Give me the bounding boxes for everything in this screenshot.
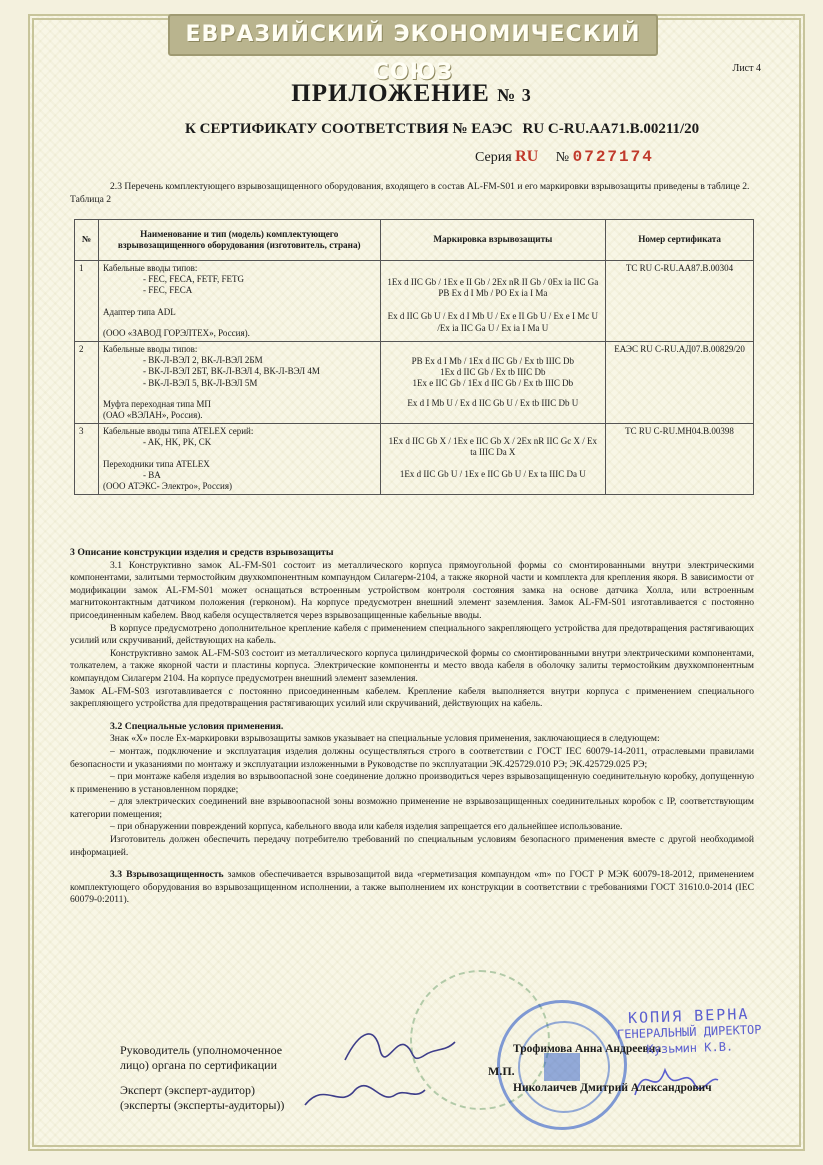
paragraph: 3.1 Конструктивно замок AL-FM-S01 состоит из металлического корпуса прямоугольной формы со смонтированными внутри электрическими компонентами, залитыми термостойким двухкомпонентным компаундом Силагерм-2104, а также якорной части и комплекта для крепления якоря. В зависимости от модификации замок AL-FM-S01 может оснащаться встроенным устройством контроля состояния замка на основе датчика Холла, или встроенным магнитоконтактным датчиком положения (герконом). На корпусе предусмотрен внешний элемент заземления. Замок AL-FM-S01 изготавливается с постоянно присоединенным кабелем. Ввод кабеля осуществляется через взрывозащищенные кабельные вводы. [70,559,754,621]
marking-line: 1Ex e IIC Gb / 1Ex d IIC Gb / Ex tb IIIC Db [412,378,574,389]
marking-line: Ex d I Mb U / Ex d IIC Gb U / Ex tb IIIC Db U [407,397,579,408]
desc-line: (ООО «ЗАВОД ГОРЭЛТЕХ», Россия). [102,327,250,338]
desc-gap [103,449,376,459]
desc-gap [103,318,376,328]
copy-stamp-line2: ГЕНЕРАЛЬНЫЙ ДИРЕКТОР [616,1022,762,1042]
expert-label-2: (эксперты (эксперты-аудиторы)) [120,1098,285,1112]
desc-line: Переходники типа ATELEX [102,458,210,469]
row-desc [98,424,380,495]
section-3 [70,547,754,907]
intro-text [70,181,754,206]
row-marking [380,424,606,495]
desc-line: - ВК-Л-ВЭЛ 2, ВК-Л-ВЭЛ 2БМ [142,355,263,366]
row-num: 1 [75,261,99,342]
header-num: № [75,220,99,261]
head-name: Трофимова Анна Андреевна [513,1043,662,1055]
union-banner: ЕВРАЗИЙСКИЙ ЭКОНОМИЧЕСКИЙ СОЮЗ [168,14,658,56]
row-num: 3 [75,424,99,495]
series-number-label: № [555,150,570,165]
marking-line: 1Ex d IIC Gb X / 1Ex e IIC Gb X / 2Ex nR IIC Gc X / Ex ta IIIC Da X [388,436,598,458]
organization-stamp [497,1000,627,1130]
header-marking: Маркировка взрывозащиты [380,220,606,261]
table-header-row [75,220,754,261]
paragraph: Изготовитель должен обеспечить передачу потребителю требований по специальным условиям безопасного применения вместе с другой необходимой информацией. [70,834,754,858]
certificate-line [185,121,699,138]
copy-stamp-line3: Кузьмин К.В. [645,1039,733,1057]
row-certificate: TC RU C-RU.AA87.B.00304 [606,261,754,342]
desc-line: - BA [142,469,161,480]
desc-gap [103,389,376,399]
row-desc [98,261,380,342]
desc-line: Кабельные вводы типов: [102,344,198,355]
paragraph: В корпусе предусмотрено дополнительное крепление кабеля с применением специального закрепляющего устройства для предотвращения растягивающих усилий или скручиваний, действующих на кабель. [70,622,754,647]
desc-line: (ООО АТЭКС- Электро», Россия) [102,481,232,492]
desc-line: Муфта переходная типа МП [102,398,211,409]
certificate-label: К СЕРТИФИКАТУ СООТВЕТСТВИЯ № ЕАЭС [185,121,513,137]
row-certificate: TC RU C-RU.MH04.B.00398 [606,424,754,495]
desc-line: Кабельные вводы типа ATELEX серий: [102,426,254,437]
marking-line: 1Ex d IIC Gb / 1Ex e II Gb / 2Ex nR II Gb / 0Ex ia IIC Ga PB Ex d I Mb / PO Ex ia I Ma [387,277,599,299]
paragraph: – при монтаже кабеля изделия во взрывоопасной зоне соединение должно производиться через взрывозащищенную соединительную коробку, допущенную к применению в установленном порядке; [70,771,754,795]
series-code: RU [515,148,539,165]
series-line [475,148,654,166]
section-3-3-lead: 3.3 Взрывозащищенность [110,869,224,881]
desc-line: - FEC, FECA [142,285,193,296]
table-row [75,342,754,424]
row-desc [98,342,380,424]
copy-stamp-line1: КОПИЯ ВЕРНА [627,1004,750,1028]
marking-line: 1Ex d IIC Gb / Ex tb IIIC Db [440,367,546,378]
row-marking [380,261,606,342]
row-marking [380,342,606,424]
table-caption: Таблица 2 [70,193,112,205]
desc-line: - ВК-Л-ВЭЛ 5, ВК-Л-ВЭЛ 5М [142,377,258,388]
head-label-2: лицо) органа по сертификации [120,1058,277,1072]
table-row [75,261,754,342]
paragraph: Конструктивно замок AL-FM-S03 состоит из металлического корпуса цилиндрической формы со смонтированными внутри электрическими компонентами, толкателем, а также якорной части и пластины корпуса. Электрические компоненты и место ввода кабеля в оболочку залиты термостойким двухкомпонентным компаундом Силагерм 2104. На корпусе предусмотрен внешний элемент заземления. [70,647,754,684]
intro-paragraph: 2.3 Перечень комплектующего взрывозащищенного оборудования, входящего в состав AL-FM-S01 и его маркировки взрывозащиты приведены в таблице 2. [110,181,750,192]
equipment-table [74,219,754,495]
sheet-number: Лист 4 [732,63,761,74]
seal-place: М.П. [488,1064,515,1078]
expert-name: Николаичев Дмитрий Александрович [513,1082,712,1094]
paragraph: – монтаж, подключение и эксплуатация изделия должны осуществляться строго в соответствии с ГОСТ IEC 60079-14-2011, отраслевыми правилами безопасности и указаниями по монтажу и эксплуатации изложенными в Руководстве по эксплуатации ЭК.425729.010 РЭ; ЭК.425729.025 РЭ; [70,745,754,770]
desc-line: - FEC, FECA, FETF, FETG [142,274,245,285]
marking-line: Ex d IIC Gb U / Ex d I Mb U / Ex e II Gb U / Ex e I Mc U /Ex ia IIC Ga U / Ex ia I Ma U [387,311,599,333]
marking-line: PB Ex d I Mb / 1Ex d IIC Gb / Ex tb IIIC Db [411,356,575,367]
paragraph: Знак «Х» после Ex-маркировки взрывозащиты замков указывает на специальные условия применения, заключающиеся в следующем: [110,733,660,745]
series-number: 0727174 [572,148,654,166]
desc-gap [103,297,376,307]
paragraph: – для электрических соединений вне взрывоопасной зоны возможно применение не взрывозащищенных соединительных коробок с IP, соответствующим категории помещения; [70,796,754,820]
paragraph [70,869,754,907]
expert-signature [300,1070,430,1120]
desc-line: Адаптер типа ADL [102,306,176,317]
section-3-heading: 3 Описание конструкции изделия и средств взрывозащиты [70,547,334,558]
section-3-2-heading: 3.2 Специальные условия применения. [110,720,284,732]
desc-line: Кабельные вводы типов: [102,263,198,273]
copy-certified-stamp [616,1005,762,1058]
series-label: Серия [475,150,512,165]
desc-line: - ВК-Л-ВЭЛ 2БТ, ВК-Л-ВЭЛ 4, ВК-Л-ВЭЛ 4М [142,366,320,377]
section-3-3-text: замков обеспечивается взрывозащитой вида «герметизация компаундом «m» по ГОСТ Р МЭК 60079-18-2012, применением комплектующего оборудования во взрывозащищенном исполнении, а также выполнением их конструкции в соответствии с требованиями ГОСТ 31610.0-2014 (IEC 60079-0:2011). [70,869,754,906]
header-name: Наименование и тип (модель) комплектующего взрывозащищенного оборудования (изготовитель, страна) [98,220,380,261]
table-row [75,424,754,495]
desc-line: (ОАО «ВЭЛАН», Россия). [102,410,203,421]
expert-label-1: Эксперт (эксперт-аудитор) [120,1083,256,1097]
head-label-1: Руководитель (уполномоченное [120,1043,283,1057]
desc-line: - AK, HK, PK, CK [142,437,212,448]
appendix-label: ПРИЛОЖЕНИЕ [291,80,490,107]
appendix-title [0,80,823,108]
appendix-number: № 3 [497,85,532,105]
row-certificate: ЕАЭС RU C-RU.АД07.В.00829/20 [606,342,754,424]
header-certificate: Номер сертификата [606,220,754,261]
certificate-number: RU C-RU.AA71.B.00211/20 [522,121,700,137]
marking-line: 1Ex d IIC Gb U / 1Ex e IIC Gb U / Ex ta IIIC Da U [399,468,586,479]
paragraph: – при обнаружении повреждений корпуса, кабельного ввода или кабеля изделия запрещается его дальнейшее использование. [110,821,623,833]
director-signature [630,1055,720,1105]
row-num: 2 [75,342,99,424]
paragraph: Замок AL-FM-S03 изготавливается с постоянно присоединенным кабелем. Крепление кабеля выполняется внутри корпуса с применением специального закрепляющего устройства для предотвращения растягивающих усилий или скручиваний, действующих на кабель. [70,685,754,710]
